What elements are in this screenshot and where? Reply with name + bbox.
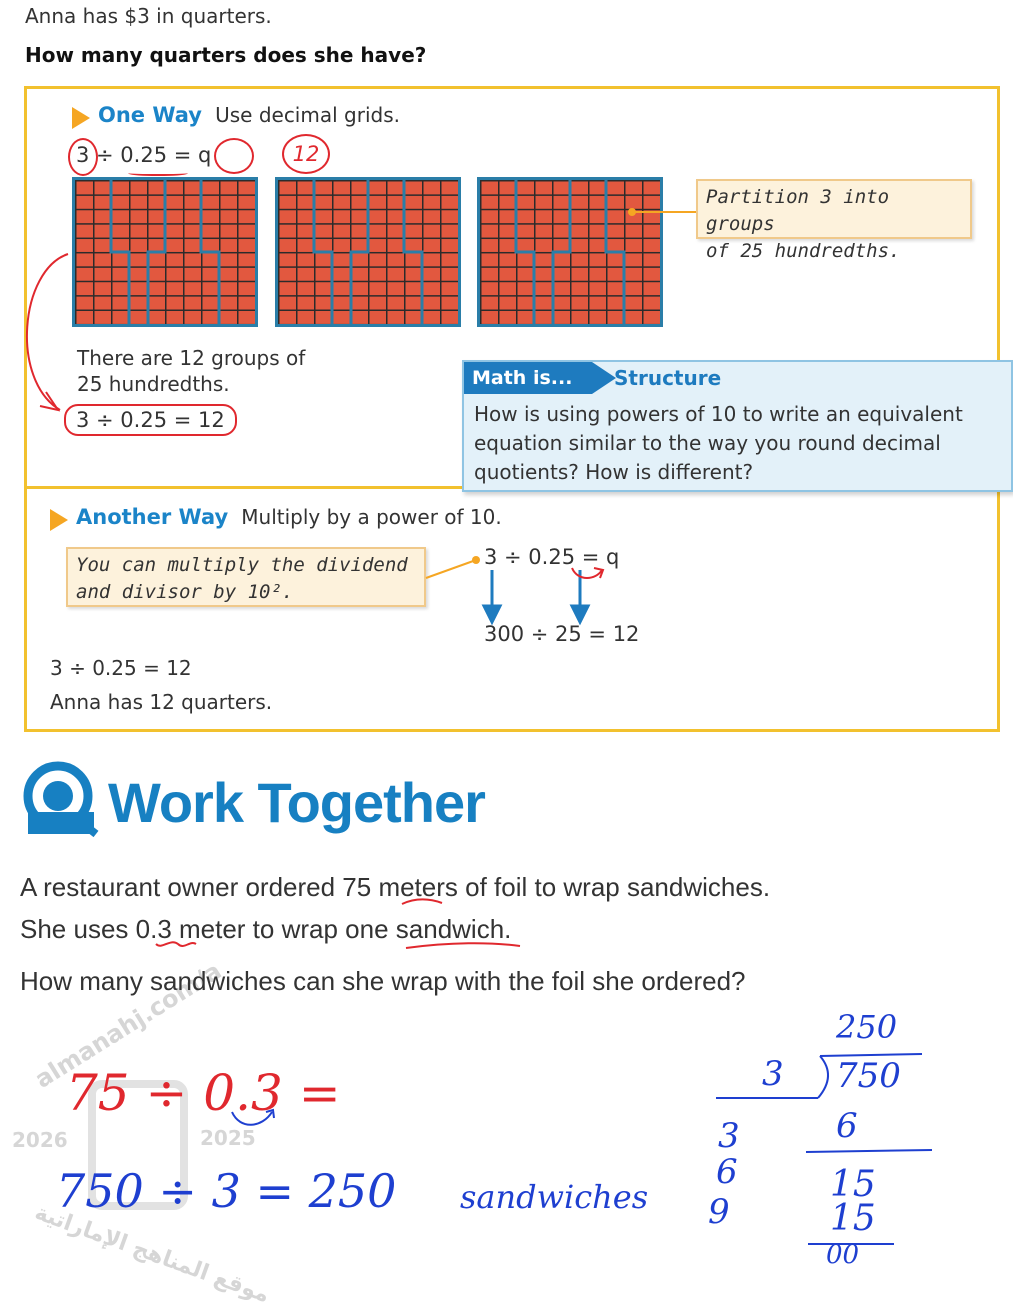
one-way-equation: 3 ÷ 0.25 = q: [76, 143, 212, 167]
multiple-6: 6: [716, 1152, 738, 1192]
handwritten-sandwiches: sandwiches: [460, 1178, 649, 1216]
annotation-12: 12: [282, 134, 330, 174]
watermark-year-right: 2025: [200, 1126, 256, 1150]
multiple-3: 3: [718, 1116, 740, 1156]
problem-line-1: A restaurant owner ordered 75 meters of foil to wrap sandwiches.: [20, 872, 771, 902]
multiple-9: 9: [708, 1192, 730, 1232]
watermark-arabic: موقع المناهج الإماراتية: [31, 1200, 273, 1308]
intro-question: How many quarters does she have?: [25, 43, 427, 67]
another-way-top-eq: 3 ÷ 0.25 = q: [484, 545, 620, 569]
work-together-title: Work Together: [108, 771, 485, 834]
another-way-bottom-eq: 300 ÷ 25 = 12: [484, 622, 640, 646]
one-way-desc: Use decimal grids.: [215, 103, 400, 127]
problem-question: How many sandwiches can she wrap with the foil she ordered?: [20, 966, 746, 996]
division-step-1: 6: [836, 1106, 858, 1146]
handwritten-blue-equation: 750 ÷ 3 = 250: [56, 1164, 397, 1218]
division-step-2a: 15: [830, 1164, 876, 1205]
problem-line-2: She uses 0.3 meter to wrap one sandwich.: [20, 914, 512, 944]
another-way-conclusion: Anna has 12 quarters.: [50, 690, 273, 714]
multiply-callout-line2: and divisor by 10².: [76, 581, 294, 603]
another-way-result: 3 ÷ 0.25 = 12: [50, 656, 192, 680]
math-is-question: How is using powers of 10 to write an equivalent equation similar to the way you round decimal quotients? How is different?: [474, 402, 963, 484]
watermark-year-left: 2026: [12, 1128, 68, 1152]
groups-text-2: 25 hundredths.: [77, 372, 230, 396]
division-step-2b: 15: [830, 1198, 876, 1239]
watermark-site: almanahj.com/a: [30, 956, 227, 1094]
one-way-label: One Way: [98, 103, 202, 127]
groups-text-1: There are 12 groups of: [77, 346, 306, 370]
partition-callout-line2: of 25 hundredths.: [706, 240, 901, 262]
handwritten-red-equation: 75 ÷ 0.3 =: [66, 1064, 341, 1122]
math-is-tab: Math is...: [464, 362, 592, 394]
division-remainder: 00: [826, 1240, 860, 1270]
multiply-callout-line1: You can multiply the dividend: [76, 554, 408, 576]
one-way-result: 3 ÷ 0.25 = 12: [64, 404, 237, 436]
partition-callout-line1: Partition 3 into groups: [706, 186, 890, 235]
another-way-label: Another Way: [76, 505, 229, 529]
division-divisor: 3: [762, 1054, 784, 1094]
intro-line: Anna has $3 in quarters.: [25, 4, 272, 28]
division-quotient: 250: [836, 1008, 898, 1046]
math-is-topic: Structure: [614, 366, 722, 390]
division-dividend: 750: [836, 1056, 901, 1096]
another-way-desc: Multiply by a power of 10.: [241, 505, 502, 529]
